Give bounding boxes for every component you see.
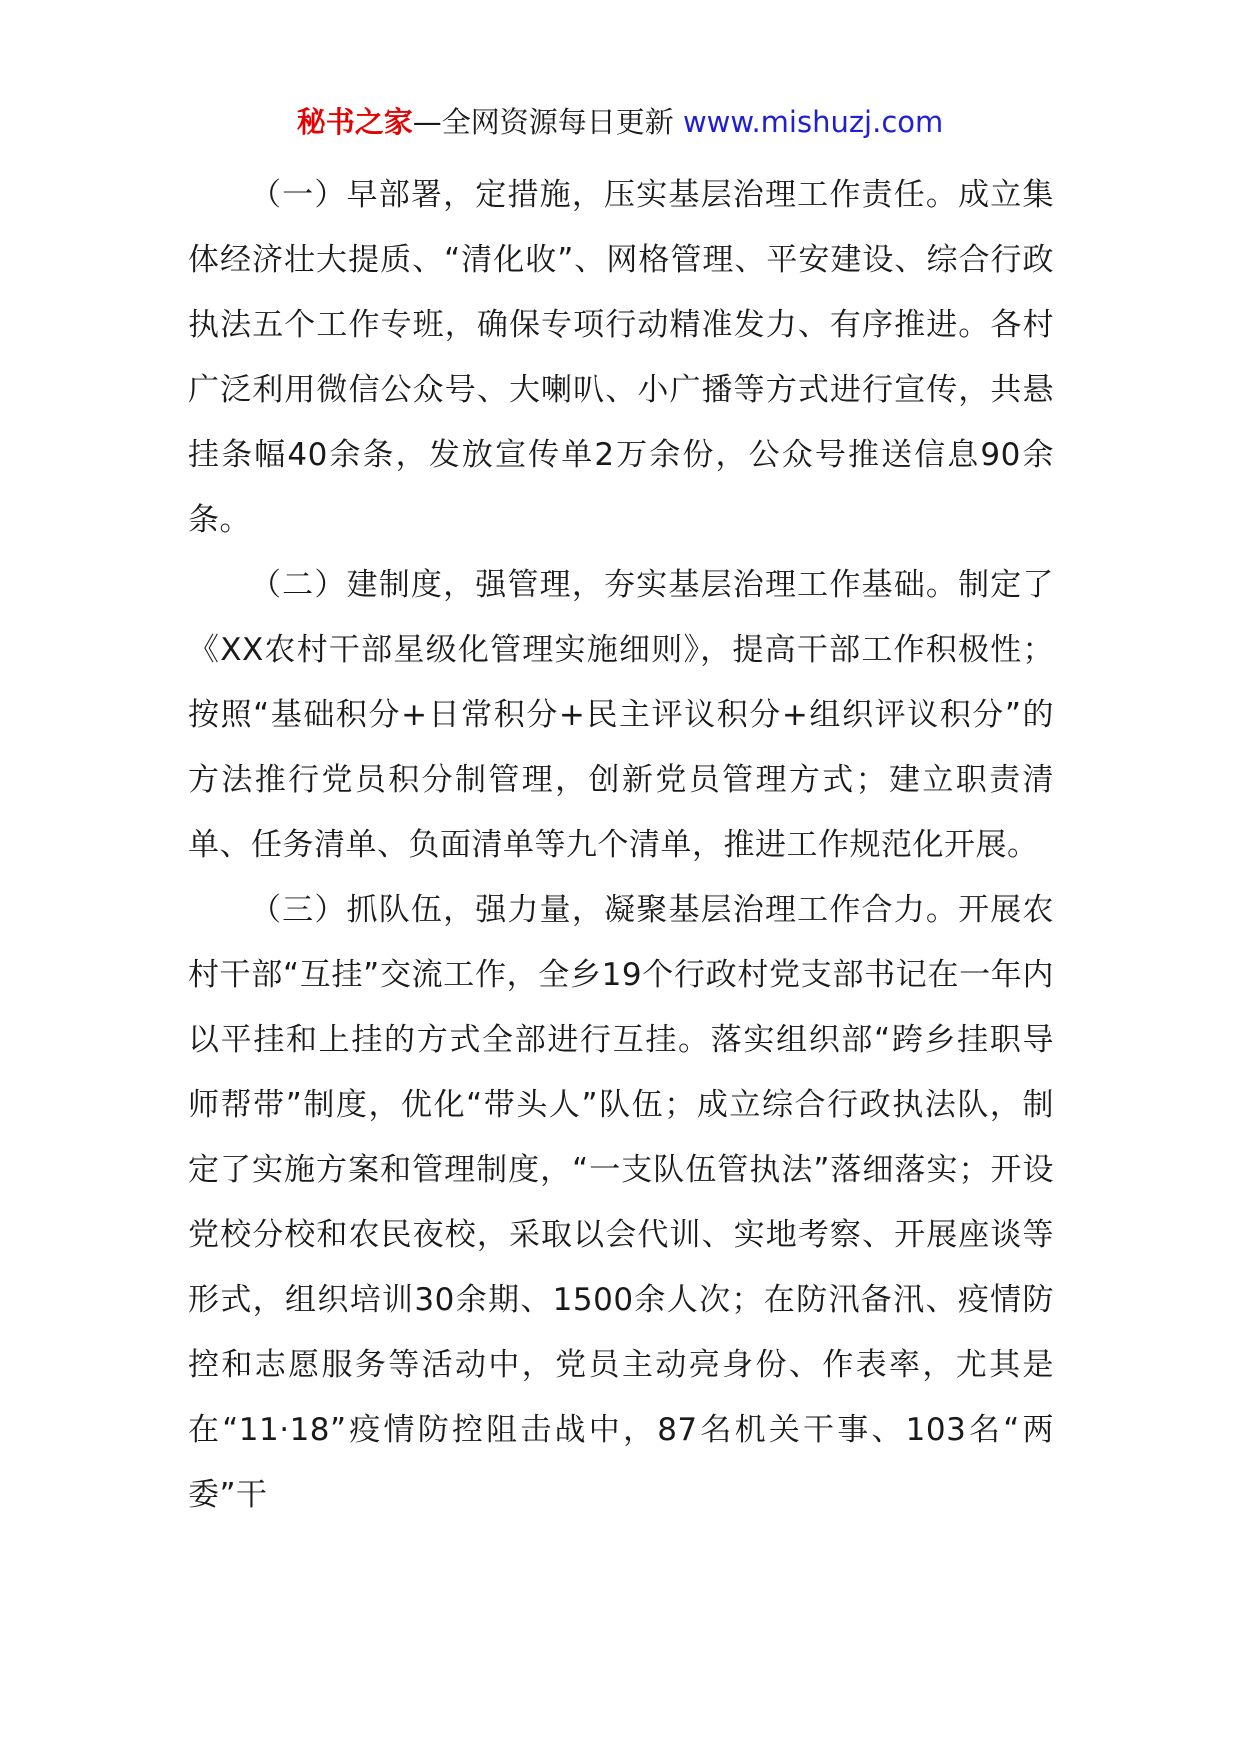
- paragraph-2: （二）建制度，强管理，夯实基层治理工作基础。制定了《XX农村干部星级化管理实施细则》，提高干部工作积极性；按照“基础积分+日常积分+民主评议积分+组织评议积分”的方法推行党员积分制管理，创新党员管理方式；建立职责清单、任务清单、负面清单等九个清单，推进工作规范化开展。: [188, 567, 1054, 863]
- paragraph-1: （一）早部署，定措施，压实基层治理工作责任。成立集体经济壮大提质、“清化收”、网格管理、平安建设、综合行政执法五个工作专班，确保专项行动精准发力、有序推进。各村广泛利用微信公众号、大喇叭、小广播等方式进行宣传，共悬挂条幅40余条，发放宣传单2万余份，公众号推送信息90余条。: [188, 177, 1054, 538]
- header-tagline: —全网资源每日更新: [412, 105, 683, 139]
- brand-name: 秘书之家: [296, 105, 413, 139]
- document-body: [188, 163, 1054, 1528]
- page-header: [0, 100, 1240, 144]
- paragraph-3: （三）抓队伍，强力量，凝聚基层治理工作合力。开展农村干部“互挂”交流工作，全乡19个行政村党支部书记在一年内以平挂和上挂的方式全部进行互挂。落实组织部“跨乡挂职导师帮带”制度，优化“带头人”队伍；成立综合行政执法队，制定了实施方案和管理制度，“一支队伍管执法”落细落实；开设党校分校和农民夜校，采取以会代训、实地考察、开展座谈等形式，组织培训30余期、1500余人次；在防汛备汛、疫情防控和志愿服务等活动中，党员主动亮身份、作表率，尤其是在“11·18”疫情防控阻击战中，87名机关干事、103名“两委”干: [188, 892, 1054, 1513]
- website-link[interactable]: www.mishuzj.com: [682, 105, 944, 139]
